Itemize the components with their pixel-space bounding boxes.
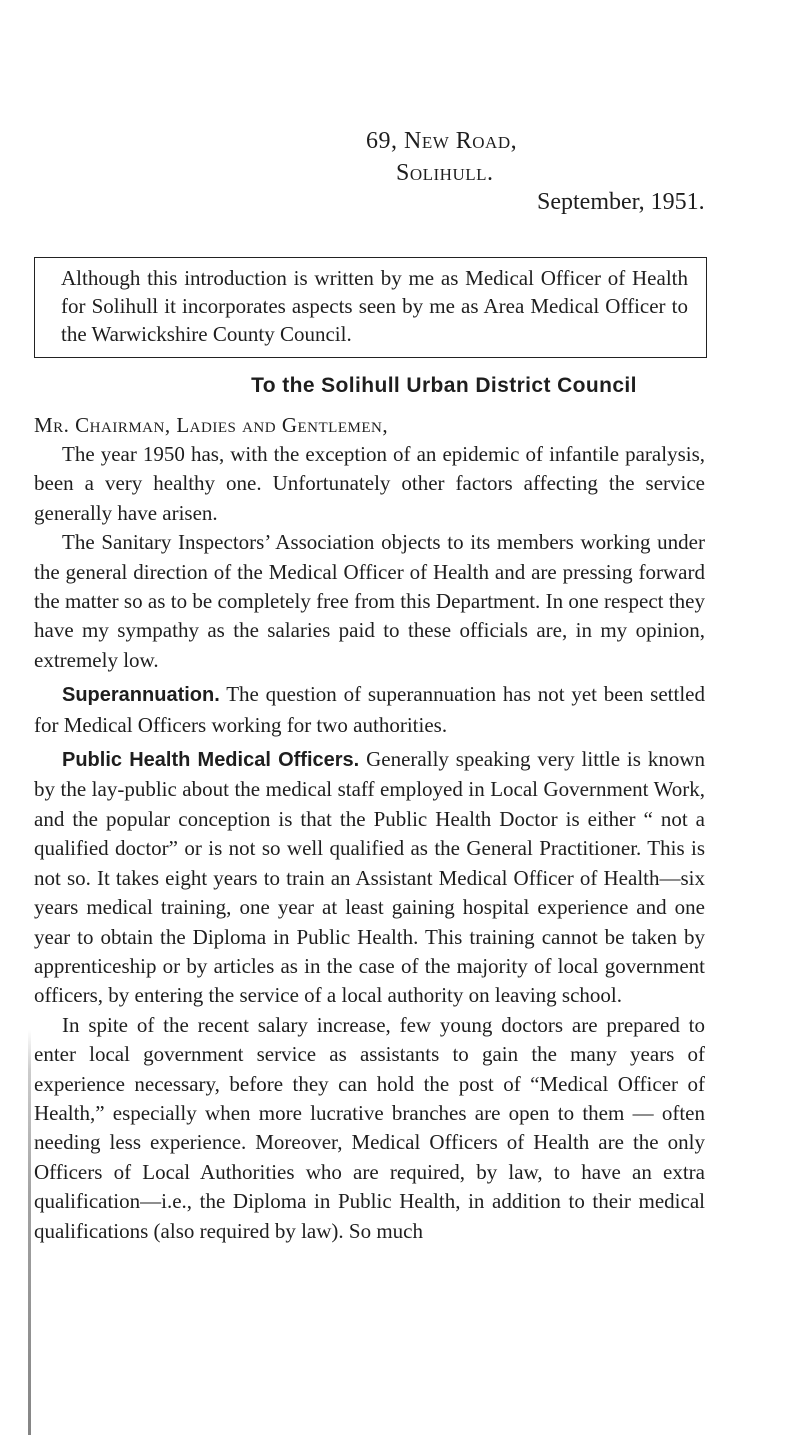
address-heading: To the Solihull Urban District Council xyxy=(251,374,637,397)
letter-date: September, 1951. xyxy=(537,189,705,215)
address-town: Solihull. xyxy=(396,160,494,186)
binding-shadow xyxy=(28,1030,31,1435)
introduction-note: Although this introduction is written by me as Medical Officer of Health for Solihull it incorporates aspects seen by me as Area Medical Officer to the Warwickshire County Council. xyxy=(61,266,688,346)
public-health-text: Generally speaking very little is known by the lay-public about the medical staff employed in Local Government Work, and the popular conception is that the Public Health Doctor is either “ not a qualified doctor” or is not so well qualified as the General Practitioner. This is not so. It takes eight years to train an Assistant Medical Officer of Health—six years medical training, one year at least gaining hospital experience and one year to obtain the Diploma in Public Health. This training cannot be taken by apprenticeship or by articles as in the case of the majority of local government officers, by entering the service of a local authority on leaving school. xyxy=(34,747,705,1008)
paragraph-superannuation xyxy=(34,680,705,740)
paragraph-epidemic: The year 1950 has, with the exception of an epidemic of infantile paralysis, been a very healthy one. Unfortunately other factors affecting the service generally have arisen. xyxy=(34,442,705,525)
superannuation-text: The question of superannuation has not yet been settled for Medical Officers working for two authorities. xyxy=(34,682,705,737)
salutation: Mr. Chairman, Ladies and Gentlemen, xyxy=(34,413,389,437)
address-street: 69, New Road, xyxy=(366,128,518,154)
paragraph-sanitary-inspectors: The Sanitary Inspectors’ Association objects to its members working under the general direction of the Medical Officer of Health and are pressing forward the matter so as to be completely free from this Department. In one respect they have my sympathy as the salaries paid to these officials are, in my opinion, extremely low. xyxy=(34,530,705,672)
paragraph-public-health xyxy=(34,745,705,1011)
paragraph-salary: In spite of the recent salary increase, few young doctors are prepared to enter local government service as assistants to gain the many years of experience necessary, before they can hold the post of “Medical Officer of Health,” especially when more lucrative branches are open to them — often needing less experience. Moreover, Medical Officers of Health are the only Officers of Local Authorities who are required, by law, to have an extra qualification—i.e., the Diploma in Public Health, in addition to their medical qualifications (also required by law). So much xyxy=(34,1012,705,1243)
superannuation-heading: Superannuation. xyxy=(62,684,220,707)
body-text xyxy=(34,440,705,1246)
public-health-heading: Public Health Medical Officers. xyxy=(62,749,360,772)
